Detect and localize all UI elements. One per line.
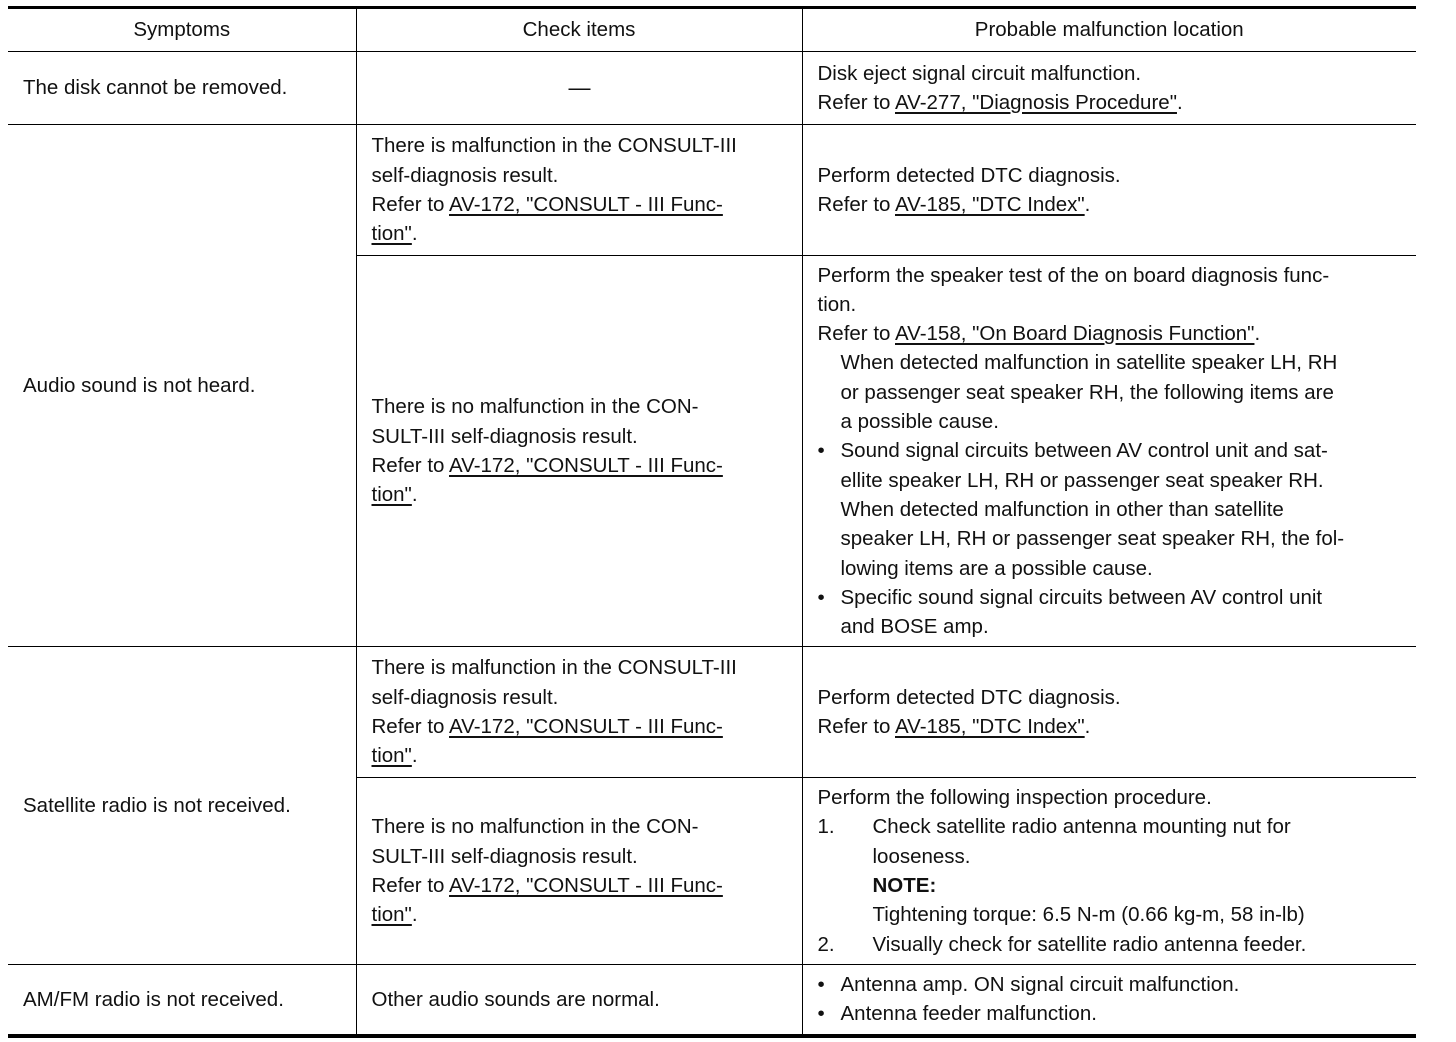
bullet-icon: • — [817, 972, 825, 996]
bullet-item: • Specific sound signal circuits between AV control unit and BOSE amp. — [818, 583, 1403, 642]
check-cell: There is no malfunction in the CON- SULT-III self-diagnosis result. Refer to AV-172, "CONSULT - III Func- tion". — [356, 256, 802, 647]
ref-link-av-172[interactable]: AV-172, "CONSULT - III Func- — [449, 454, 723, 477]
header-probable-location: Probable malfunction location — [802, 8, 1416, 52]
ref-link-av-172-cont[interactable]: tion" — [371, 483, 412, 507]
bullet-icon: • — [817, 585, 825, 609]
check-cell: There is malfunction in the CONSULT-III self-diagnosis result. Refer to AV-172, "CONSULT - III Func- tion". — [356, 647, 802, 778]
symptom-cell: The disk cannot be removed. — [8, 52, 356, 125]
indented-note: When detected malfunction in other than satellite speaker LH, RH or passenger seat speaker RH, the fol- lowing items are a possible cause. — [840, 497, 1345, 580]
location-cell: Perform detected DTC diagnosis. Refer to AV-185, "DTC Index". — [802, 647, 1416, 778]
header-check-items: Check items — [356, 8, 802, 52]
bullet-icon: • — [817, 439, 825, 463]
location-cell — [802, 965, 1416, 1036]
ref-link-av-185[interactable]: AV-185, "DTC Index" — [895, 715, 1085, 738]
symptom-cell: Satellite radio is not received. — [8, 647, 356, 965]
ref-link-av-172-cont[interactable]: tion" — [371, 744, 412, 768]
check-cell: Other audio sounds are normal. — [356, 965, 802, 1036]
ref-link-av-172[interactable]: AV-172, "CONSULT - III Func- — [449, 874, 723, 897]
bullet-item: • Antenna feeder malfunction. — [818, 999, 1403, 1028]
check-cell: There is no malfunction in the CON- SULT-III self-diagnosis result. Refer to AV-172, "CONSULT - III Func- tion". — [356, 778, 802, 965]
note-label: NOTE: — [872, 874, 937, 897]
diagnosis-table — [8, 6, 1416, 1038]
numbered-step: 1. Check satellite radio antenna mounting nut for looseness. — [817, 815, 1291, 868]
location-cell: Disk eject signal circuit malfunction. Refer to AV-277, "Diagnosis Procedure". — [802, 52, 1416, 125]
table-row — [8, 125, 1416, 256]
location-cell: Perform the speaker test of the on board diagnosis func- tion. Refer to AV-158, "On Board Diagnosis Function". When detected malfunction in satellite speaker LH, RH or passenger seat speaker RH, the following items are a possible cause. • Sound signal circuits between AV control unit and sat- ellite speaker LH, RH or passenger seat speaker RH. When detected malfunction in other than satellite speaker LH, RH or passenger seat speaker RH, the fol- lowing items are a possible cause. • Specific sound signal circuits between AV control unit and BOSE amp. — [802, 256, 1416, 647]
bullet-item: • Sound signal circuits between AV control unit and sat- ellite speaker LH, RH or passenger seat speaker RH. — [818, 436, 1403, 495]
indented-note: When detected malfunction in satellite speaker LH, RH or passenger seat speaker RH, the following items are a possible cause. — [840, 351, 1338, 434]
header-row — [8, 8, 1416, 52]
location-cell: Perform the following inspection procedure. 1. Check satellite radio antenna mounting nut for looseness. NOTE: Tightening torque: 6.5 N-m (0.66 kg-m, 58 in-lb) 2. Visually check for satellite radio antenna feeder. — [802, 778, 1416, 965]
bullet-item: • Antenna amp. ON signal circuit malfunction. — [818, 970, 1403, 999]
header-symptoms: Symptoms — [8, 8, 356, 52]
table-row — [8, 52, 1416, 125]
ref-link-av-158[interactable]: AV-158, "On Board Diagnosis Function" — [895, 322, 1255, 346]
ref-link-av-172[interactable]: AV-172, "CONSULT - III Func- — [449, 715, 723, 738]
note-text: Tightening torque: 6.5 N-m (0.66 kg-m, 58 in-lb) — [872, 903, 1305, 927]
bullet-icon: • — [817, 1002, 825, 1026]
table-row — [8, 647, 1416, 778]
ref-link-av-172[interactable]: AV-172, "CONSULT - III Func- — [449, 193, 723, 216]
check-cell: — — [356, 52, 802, 125]
ref-link-av-172-cont[interactable]: tion" — [371, 222, 412, 246]
ref-link-av-277[interactable]: AV-277, "Diagnosis Procedure" — [895, 91, 1177, 114]
check-cell: There is malfunction in the CONSULT-III self-diagnosis result. Refer to AV-172, "CONSULT - III Func- tion". — [356, 125, 802, 256]
location-cell: Perform detected DTC diagnosis. Refer to AV-185, "DTC Index". — [802, 125, 1416, 256]
symptom-cell: Audio sound is not heard. — [8, 125, 356, 647]
numbered-step: 2. Visually check for satellite radio antenna feeder. — [817, 932, 1307, 956]
table-row — [8, 965, 1416, 1036]
symptom-cell: AM/FM radio is not received. — [8, 965, 356, 1036]
ref-link-av-185[interactable]: AV-185, "DTC Index" — [895, 193, 1085, 216]
ref-link-av-172-cont[interactable]: tion" — [371, 903, 412, 927]
